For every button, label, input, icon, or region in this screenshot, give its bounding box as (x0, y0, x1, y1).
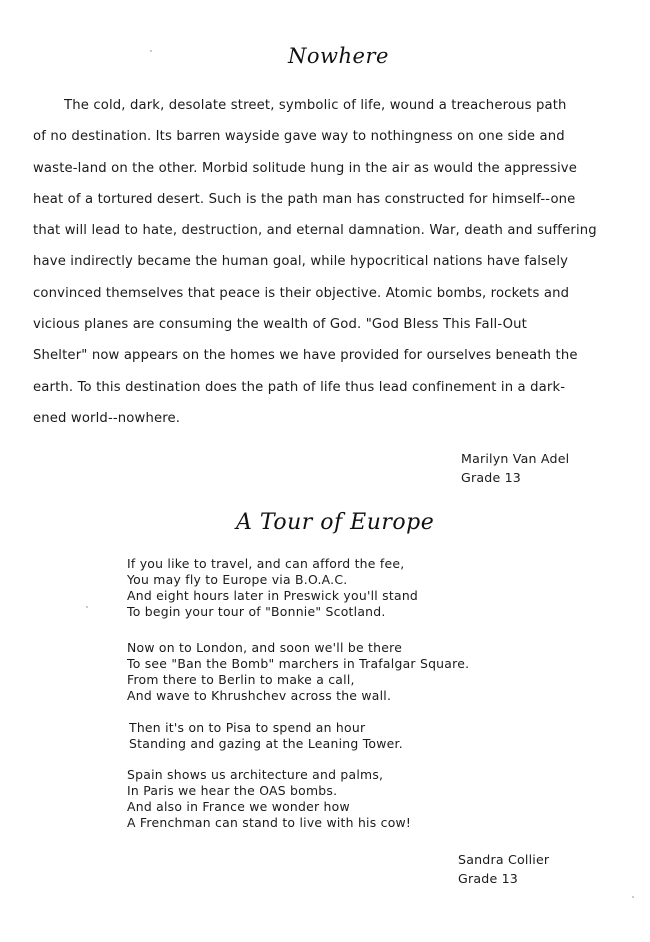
poem-line: You may fly to Europe via B.O.A.C. (127, 572, 348, 587)
essay-line: Shelter" now appears on the homes we have provided for ourselves beneath the (33, 348, 578, 364)
poem-line: A Frenchman can stand to live with his cow! (127, 815, 412, 830)
essay-line: vicious planes are consuming the wealth of God. "God Bless This Fall-Out (33, 317, 527, 333)
poem-line: Then it's on to Pisa to spend an hour (129, 720, 366, 735)
poem-line: If you like to travel, and can afford the fee, (127, 556, 405, 571)
poem-line: Now on to London, and soon we'll be there (127, 640, 403, 655)
poem-line: In Paris we hear the OAS bombs. (127, 783, 338, 798)
essay-author: Marilyn Van Adel (461, 451, 570, 466)
poem-line: To begin your tour of "Bonnie" Scotland. (127, 604, 386, 619)
essay-line: The cold, dark, desolate street, symbolic of life, wound a treacherous path (64, 98, 567, 113)
poem-title: A Tour of Europe (236, 510, 435, 535)
essay-line: heat of a tortured desert. Such is the path man has constructed for himself--one (33, 191, 576, 207)
essay-line: earth. To this destination does the path of life thus lead confinement in a dark- (33, 379, 566, 395)
paper-speck (150, 50, 152, 52)
poem-line: And wave to Khrushchev across the wall. (127, 688, 392, 703)
poem-author: Sandra Collier (458, 852, 550, 867)
essay-body (33, 90, 608, 434)
poem-stanza (127, 640, 469, 704)
essay-line: ened world--nowhere. (33, 410, 181, 426)
paper-speck (632, 896, 634, 898)
poem-byline (458, 850, 549, 888)
paper-speck (86, 606, 88, 608)
poem-line: And eight hours later in Preswick you'll stand (127, 588, 419, 603)
poem-line: Standing and gazing at the Leaning Tower. (129, 736, 403, 751)
poem-grade: Grade 13 (458, 871, 519, 886)
essay-line: convinced themselves that peace is their objective. Atomic bombs, rockets and (33, 285, 570, 301)
poem-line: From there to Berlin to make a call, (127, 672, 355, 687)
poem-line: And also in France we wonder how (127, 799, 350, 814)
essay-title: Nowhere (288, 44, 389, 68)
poem-stanza (127, 767, 411, 831)
essay-line: that will lead to hate, destruction, and eternal damnation. War, death and suffering (33, 223, 597, 239)
essay-line: have indirectly became the human goal, while hypocritical nations have falsely (33, 254, 569, 270)
poem-stanza (129, 720, 403, 752)
essay-line: waste-land on the other. Morbid solitude hung in the air as would the appressive (33, 160, 577, 176)
essay-line: of no destination. Its barren wayside gave way to nothingness on one side and (33, 129, 565, 145)
poem-stanza (127, 556, 418, 620)
essay-byline (461, 449, 569, 487)
poem-line: Spain shows us architecture and palms, (127, 767, 384, 782)
poem-line: To see "Ban the Bomb" marchers in Trafalgar Square. (127, 656, 470, 671)
essay-grade: Grade 13 (461, 470, 522, 485)
